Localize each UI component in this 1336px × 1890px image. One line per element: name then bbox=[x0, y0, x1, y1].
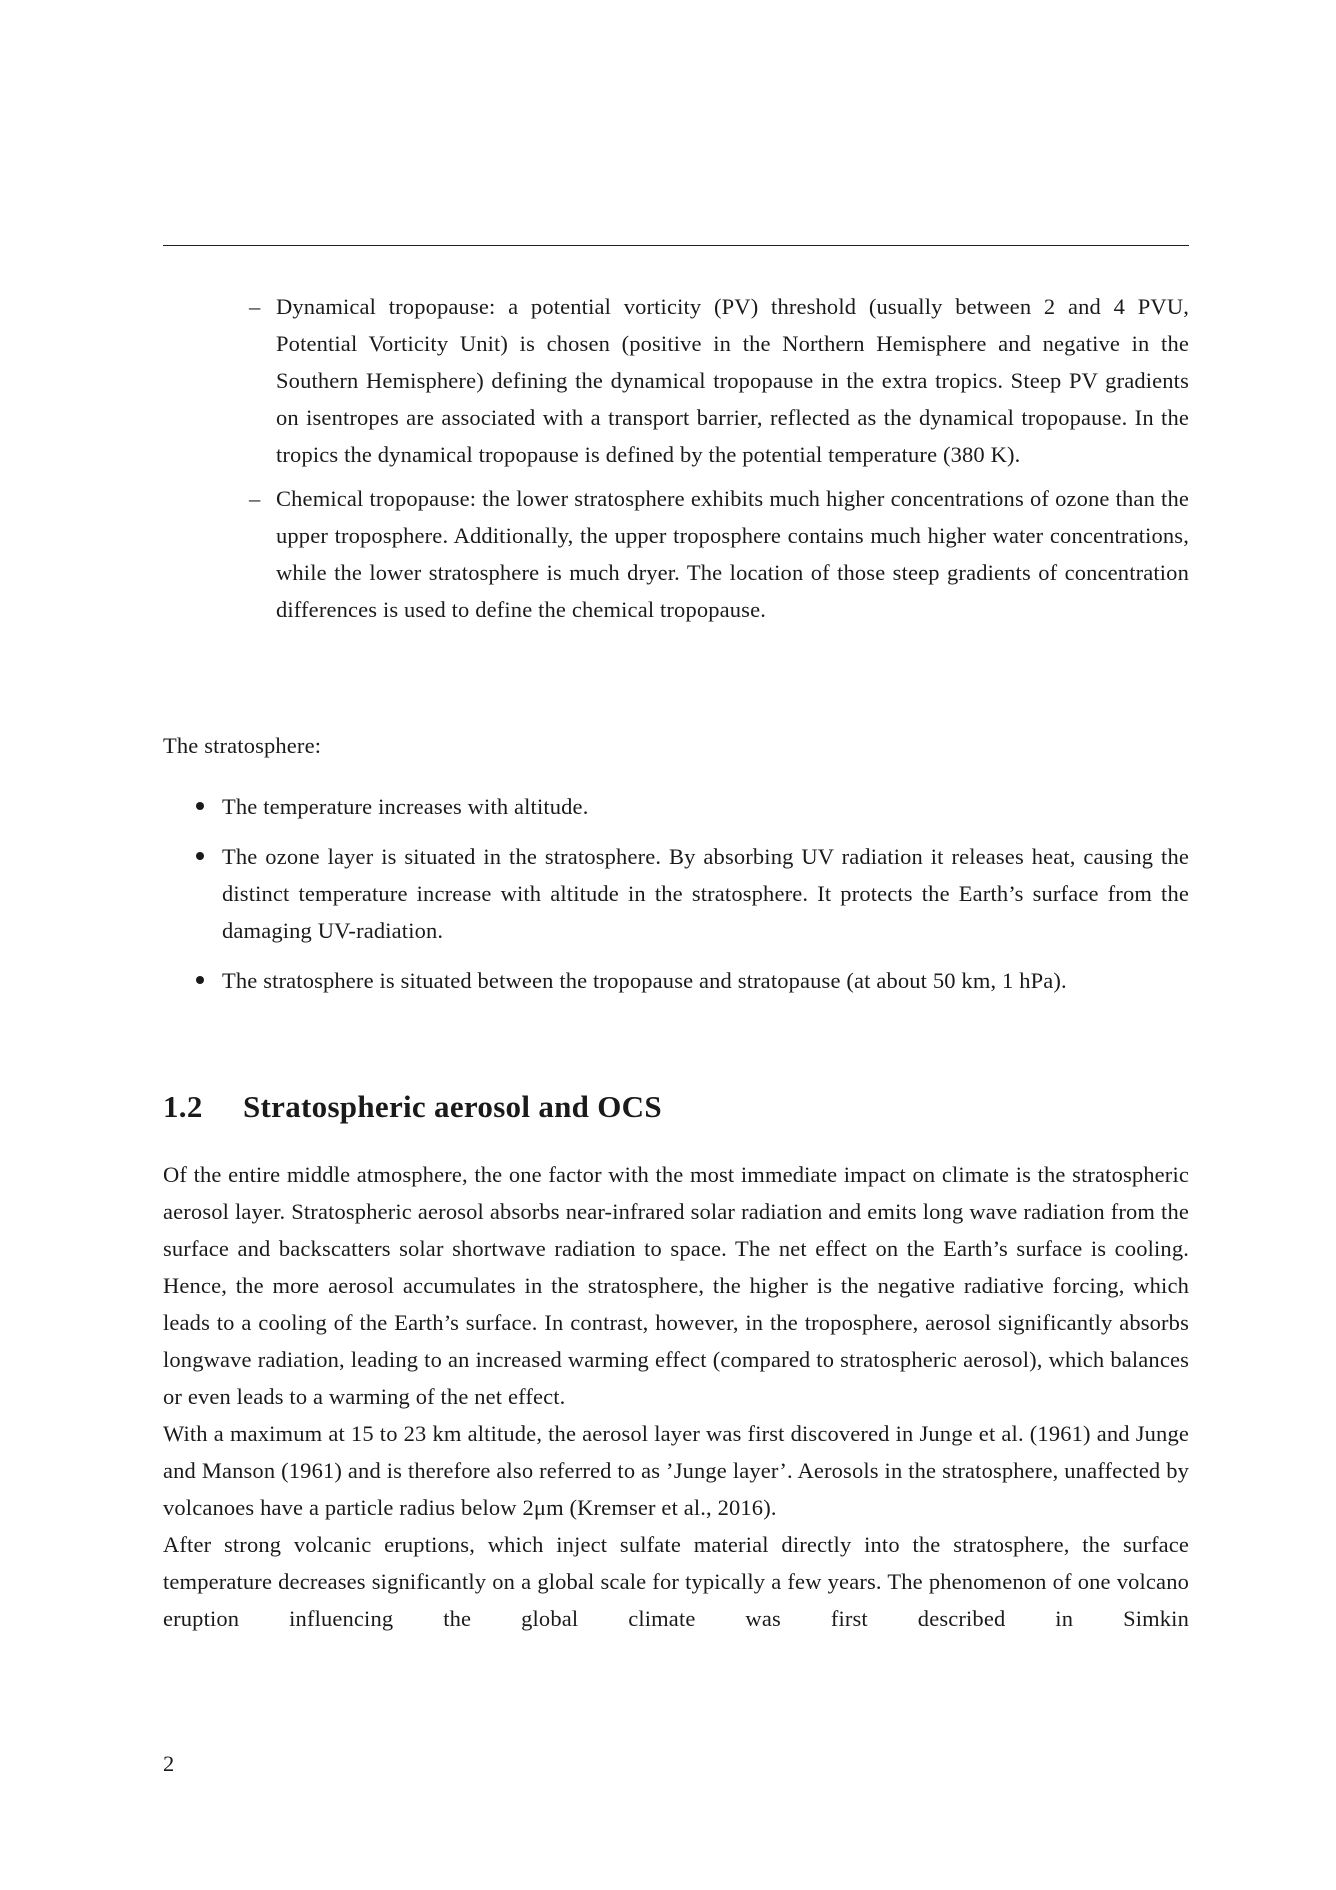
list-item-text: The temperature increases with altitude. bbox=[222, 794, 589, 819]
list-item-text: Dynamical tropopause: a potential vorticity (PV) threshold (usually between 2 and 4 PVU, Potential Vorticity Unit) is chosen (positive in the Northern Hemisphere and negative in the Southern Hemisphere) defining the dynamical tropopause in the extra tropics. Steep PV gradients on isentropes are associated with a transport barrier, reflected as the dynamical tropopause. In the tropics the dynamical tropopause is defined by the potential temperature (380 K). bbox=[276, 294, 1189, 467]
stratosphere-bullet-list bbox=[222, 788, 1189, 999]
list-item bbox=[222, 788, 1189, 825]
list-item-text: Chemical tropopause: the lower stratosphere exhibits much higher concentrations of ozone than the upper troposphere. Additionally, the upper troposphere contains much higher water concentrations, while the lower stratosphere is much dryer. The location of those steep gradients of concentration differences is used to define the chemical tropopause. bbox=[276, 486, 1189, 622]
dash-marker: – bbox=[249, 294, 261, 319]
list-item-text: The stratosphere is situated between the tropopause and stratopause (at about 50 km, 1 hPa). bbox=[222, 968, 1067, 993]
page-number: 2 bbox=[163, 1751, 175, 1776]
paragraph-volcanic-eruptions: After strong volcanic eruptions, which inject sulfate material directly into the stratosphere, the surface temperature decreases significantly on a global scale for typically a few years. The phenomenon of one volcano eruption influencing the global climate was first described in Simkin bbox=[163, 1532, 1189, 1631]
paragraph-junge-layer: With a maximum at 15 to 23 km altitude, the aerosol layer was first discovered in Junge et al. (1961) and Junge and Manson (1961) and is therefore also referred to as ’Junge layer’. Aerosols in the stratosphere, unaffected by volcanoes have a particle radius below 2μm (Kremser et al., 2016). bbox=[163, 1421, 1189, 1520]
dash-marker: – bbox=[249, 486, 261, 511]
tropopause-definition-list bbox=[249, 288, 1189, 628]
bullet-icon bbox=[196, 852, 204, 860]
bullet-icon bbox=[196, 976, 204, 984]
list-item-chemical-tropopause bbox=[249, 480, 1189, 628]
header-rule bbox=[163, 245, 1189, 246]
bullet-icon bbox=[196, 802, 204, 810]
list-item-text: The ozone layer is situated in the stratosphere. By absorbing UV radiation it releases heat, causing the distinct temperature increase with altitude in the stratosphere. It protects the Earth’s surface from the damaging UV-radiation. bbox=[222, 844, 1189, 943]
section-body bbox=[163, 1156, 1189, 1637]
paragraph-aerosol-climate-impact: Of the entire middle atmosphere, the one factor with the most immediate impact on climate is the stratospheric aerosol layer. Stratospheric aerosol absorbs near-infrared solar radiation and emits long wave radiation from the surface and backscatters solar shortwave radiation to space. The net effect on the Earth’s surface is cooling. Hence, the more aerosol accumulates in the stratosphere, the higher is the negative radiative forcing, which leads to a cooling of the Earth’s surface. In contrast, however, in the troposphere, aerosol significantly absorbs longwave radiation, leading to an increased warming effect (compared to stratospheric aerosol), which balances or even leads to a warming of the net effect. bbox=[163, 1162, 1189, 1409]
list-item-dynamical-tropopause bbox=[249, 288, 1189, 473]
section-title: Stratospheric aerosol and OCS bbox=[243, 1089, 662, 1124]
section-number: 1.2 bbox=[163, 1089, 203, 1124]
list-item bbox=[222, 838, 1189, 949]
stratosphere-label: The stratosphere: bbox=[163, 733, 322, 758]
section-heading bbox=[163, 1087, 662, 1127]
list-item bbox=[222, 962, 1189, 999]
